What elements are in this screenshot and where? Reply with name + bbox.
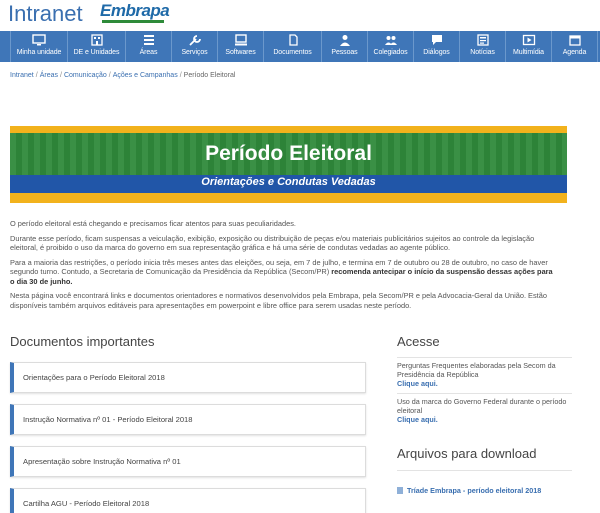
nav-label: Diálogos [423,49,450,56]
nav-label: Áreas [139,49,158,56]
nav-item-multimidia[interactable] [506,31,552,62]
nav-item-areas[interactable] [126,31,172,62]
list-icon [142,34,156,46]
intro-emphasis: recomenda antecipar o início da suspensão dessas ações para o dia 30 de junho. [10,267,553,286]
breadcrumb-separator: / [35,72,38,79]
intro-paragraph: Nesta página você encontrará links e documentos orientadores e normativos desenvolvidos pela Embrapa, pela Secom/PR e pela Advocacia-Geral da União. Estão disponíveis também arquivos editáveis para apresentações em powerpoint e libre office para serem usadas neste período. [10,291,547,310]
document-icon [286,34,300,46]
nav-item-pessoas[interactable] [322,31,368,62]
divider [397,393,572,394]
logo-underline [102,20,164,23]
download-link[interactable]: Tríade Embrapa - período eleitoral 2018 [407,486,542,495]
breadcrumb-link[interactable]: Comunicação [63,72,107,79]
document-title: Apresentação sobre Instrução Normativa nº 01 [23,457,181,466]
document-card[interactable] [10,488,366,513]
main-nav [0,31,600,62]
access-item [397,362,572,388]
nav-item-noticias[interactable] [460,31,506,62]
nav-label: Colegiados [373,49,408,56]
document-card[interactable] [10,362,366,393]
nav-item-dialogos[interactable] [414,31,460,62]
nav-label: Serviços [181,49,208,56]
banner-stripe [10,126,567,133]
access-item [397,398,572,424]
embrapa-logo[interactable] [100,1,169,21]
nav-label: Notícias [470,49,495,56]
document-card[interactable] [10,404,366,435]
access-item-text: Uso da marca do Governo Federal durante o período eleitoral [397,397,567,415]
nav-label: DE e Unidades [73,49,120,56]
computer-icon [234,34,248,46]
breadcrumb-link[interactable]: Áreas [39,72,58,79]
file-icon [397,487,403,494]
download-item[interactable] [397,486,567,496]
access-link[interactable]: Clique aqui. [397,378,438,388]
banner-stripe [10,193,567,203]
group-icon [384,34,398,46]
access-item-text: Perguntas Frequentes elaboradas pela Secom da Presidência da República [397,361,556,379]
breadcrumb [10,72,235,79]
person-icon [338,34,352,46]
nav-label: Softwares [225,49,256,56]
document-title: Cartilha AGU - Período Eleitoral 2018 [23,499,150,508]
top-header [0,0,600,30]
nav-item-minha-unidade[interactable] [10,31,68,62]
breadcrumb-separator: / [60,72,62,79]
nav-item-documentos[interactable] [264,31,322,62]
nav-item-agenda[interactable] [552,31,598,62]
nav-label: Minha unidade [16,49,62,56]
breadcrumb-link[interactable]: Intranet [10,72,34,79]
site-title[interactable]: Intranet [8,1,83,26]
intro-paragraph [10,258,555,287]
document-title: Instrução Normativa nº 01 - Período Eleitoral 2018 [23,415,193,424]
nav-item-de-unidades[interactable] [68,31,126,62]
intro-text [10,219,555,315]
chat-icon [430,34,444,46]
breadcrumb-separator: / [179,72,182,79]
banner-title: Período Eleitoral [205,142,372,165]
news-icon [476,34,490,46]
nav-item-servicos[interactable] [172,31,218,62]
media-icon [522,34,536,46]
banner-subtitle: Orientações e Condutas Vedadas [201,176,376,188]
breadcrumb-link[interactable]: Ações e Campanhas [112,72,178,79]
breadcrumb-current: Período Eleitoral [183,72,236,79]
intro-paragraph: O período eleitoral está chegando e precisamos ficar atentos para suas peculiaridades. [10,219,296,228]
calendar-icon [568,34,582,46]
document-title: Orientações para o Período Eleitoral 2018 [23,373,165,382]
access-heading: Acesse [397,334,440,349]
building-icon [90,34,104,46]
monitor-icon [32,34,46,46]
access-link[interactable]: Clique aqui. [397,414,438,424]
nav-item-colegiados[interactable] [368,31,414,62]
intro-text-span: Para a maioria das restrições, o período inicia três meses antes das eleições, ou seja, em 7 de julho, e termina em 7 de outubro ou 28 de outubro, no caso de haver segundo turno. Contudo, a Secretaria de Comunicação da Presidência da República (Secom/PR) [10,257,548,276]
campaign-banner [10,126,567,203]
divider [397,470,572,471]
breadcrumb-separator: / [108,72,111,79]
documents-heading: Documentos importantes [10,334,155,349]
wrench-icon [188,34,202,46]
downloads-heading: Arquivos para download [397,446,537,461]
divider [397,357,572,358]
intro-paragraph: Durante esse período, ficam suspensas a veiculação, exibição, exposição ou distribuição de peças e/ou materiais publicitários sujeitos ao controle da legislação eleitoral, é proibido o uso da marca do governo em sua representação gráfica e há uma série de condutas vedadas ao agente público. [10,233,535,252]
logo-text: Embrapa [100,1,170,20]
nav-label: Pessoas [331,49,358,56]
document-card[interactable] [10,446,366,477]
nav-label: Agenda [562,49,587,56]
nav-item-softwares[interactable] [218,31,264,62]
nav-label: Multimídia [513,49,544,56]
nav-label: Documentos [273,49,312,56]
